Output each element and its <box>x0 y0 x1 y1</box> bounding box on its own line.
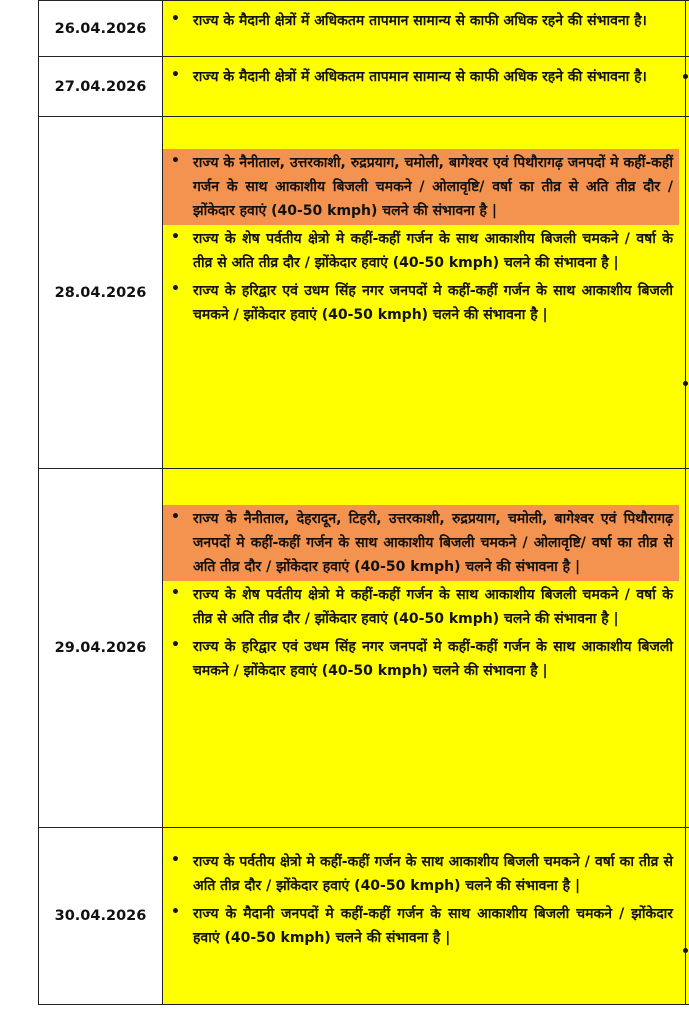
table-row <box>39 117 689 469</box>
forecast-item <box>163 63 679 91</box>
forecast-item <box>163 277 679 329</box>
bullet-icon: • <box>171 637 180 653</box>
date-cell: 26.04.2026 <box>39 1 163 56</box>
bullet-icon: • <box>171 509 180 525</box>
date-cell: 29.04.2026 <box>39 469 163 827</box>
forecast-text: राज्य के शेष पर्वतीय क्षेत्रो मे कहीं-कहीं गर्जन के साथ आकाशीय बिजली चमकने / वर्षा के तीव्र से अति तीव्र दौर / झोंकेदार हवाएं (40-50 kmph) चलने की संभावना है | <box>193 587 673 627</box>
forecast-text: राज्य के मैदानी क्षेत्रों में अधिकतम तापमान सामान्य से काफी अधिक रहने की संभावना है। <box>193 69 647 85</box>
next-column-edge <box>685 469 689 827</box>
bullet-icon: • <box>171 852 180 868</box>
forecast-text: राज्य के पर्वतीय क्षेत्रो मे कहीं-कहीं गर्जन के साथ आकाशीय बिजली चमकने / वर्षा का तीव्र से अति तीव्र दौर / झोंकेदार हवाएं (40-50 kmph) चलने की संभावना है | <box>193 854 673 894</box>
forecast-cell <box>163 469 685 827</box>
forecast-item <box>163 7 679 35</box>
bullet-dot-icon <box>683 381 688 386</box>
forecast-item-highlighted <box>163 505 679 581</box>
table-row <box>39 1 689 57</box>
forecast-text: राज्य के हरिद्वार एवं उधम सिंह नगर जनपदों मे कहीं-कहीं गर्जन के साथ आकाशीय बिजली चमकने / झोंकेदार हवाएं (40-50 kmph) चलने की संभावना है | <box>193 639 673 679</box>
bullet-icon: • <box>171 229 180 245</box>
forecast-item <box>163 633 679 685</box>
forecast-item <box>163 848 679 900</box>
date-cell: 27.04.2026 <box>39 57 163 116</box>
table-row <box>39 57 689 117</box>
table-row <box>39 469 689 828</box>
bullet-icon: • <box>171 153 180 169</box>
forecast-text: राज्य के मैदानी क्षेत्रों में अधिकतम तापमान सामान्य से काफी अधिक रहने की संभावना है। <box>193 13 647 29</box>
forecast-text: राज्य के नैनीताल, देहरादून, टिहरी, उत्तरकाशी, रुद्रप्रयाग, चमोली, बागेश्वर एवं पिथौरागढ़ जनपदों मे कहीं-कहीं गर्जन के साथ आकाशीय बिजली चमकने / ओलावृष्टि/ वर्षा का तीव्र से अति तीव्र दौर / झोंकेदार हवाएं (40-50 kmph) चलने की संभावना है | <box>193 511 673 575</box>
forecast-item <box>163 900 679 952</box>
forecast-text: राज्य के मैदानी जनपदों मे कहीं-कहीं गर्जन के साथ आकाशीय बिजली चमकने / झोंकेदार हवाएं (40-50 kmph) चलने की संभावना है | <box>193 906 673 946</box>
bullet-icon: • <box>171 585 180 601</box>
forecast-cell <box>163 828 685 1004</box>
bullet-icon: • <box>171 904 180 920</box>
table-row <box>39 828 689 1005</box>
forecast-item-highlighted <box>163 149 679 225</box>
forecast-text: राज्य के हरिद्वार एवं उधम सिंह नगर जनपदों मे कहीं-कहीं गर्जन के साथ आकाशीय बिजली चमकने / झोंकेदार हवाएं (40-50 kmph) चलने की संभावना है | <box>193 283 673 323</box>
bullet-icon: • <box>171 281 180 297</box>
date-cell: 30.04.2026 <box>39 828 163 1004</box>
bullet-dot-icon <box>683 74 688 79</box>
forecast-item <box>163 581 679 633</box>
forecast-item <box>163 225 679 277</box>
bullet-icon: • <box>171 67 180 83</box>
forecast-cell <box>163 117 685 468</box>
forecast-cell <box>163 1 685 56</box>
forecast-cell <box>163 57 685 116</box>
next-column-edge <box>685 828 689 1004</box>
forecast-table <box>38 0 689 1005</box>
date-cell: 28.04.2026 <box>39 117 163 468</box>
forecast-text: राज्य के नैनीताल, उत्तरकाशी, रुद्रप्रयाग, चमोली, बागेश्वर एवं पिथौरागढ़ जनपदों मे कहीं-कहीं गर्जन के साथ आकाशीय बिजली चमकने / ओलावृष्टि/ वर्षा का तीव्र से अति तीव्र दौर / झोंकेदार हवाएं (40-50 kmph) चलने की संभावना है | <box>193 155 673 219</box>
bullet-icon: • <box>171 11 180 27</box>
next-column-edge <box>685 117 689 468</box>
next-column-edge <box>685 57 689 116</box>
next-column-edge <box>685 1 689 56</box>
forecast-text: राज्य के शेष पर्वतीय क्षेत्रो मे कहीं-कहीं गर्जन के साथ आकाशीय बिजली चमकने / वर्षा के तीव्र से अति तीव्र दौर / झोंकेदार हवाएं (40-50 kmph) चलने की संभावना है | <box>193 231 673 271</box>
bullet-dot-icon <box>683 948 688 953</box>
